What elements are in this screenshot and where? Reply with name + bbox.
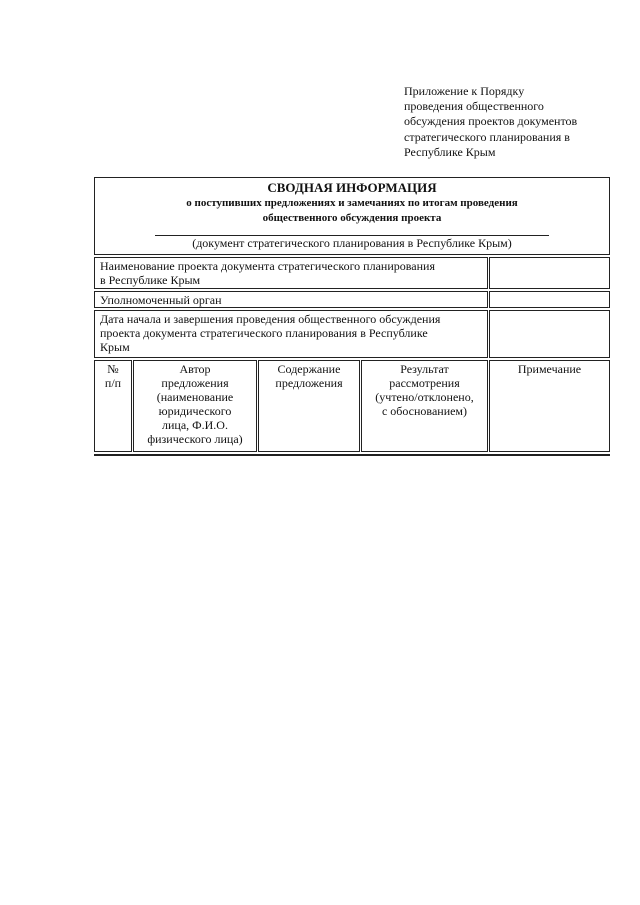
appendix-line: проведения общественного (404, 99, 544, 114)
column-header-result (361, 360, 488, 452)
form-subtitle-line: общественного обсуждения проекта (262, 212, 442, 224)
discussion-dates-value[interactable] (489, 310, 610, 358)
header-line: с обоснованием) (381, 404, 468, 418)
appendix-line: обсуждения проектов документов (404, 114, 578, 129)
label-line: Наименование проекта документа стратегического планирования (100, 259, 435, 273)
column-header-note (489, 360, 610, 452)
header-line: Автор (179, 362, 211, 376)
label-line: Дата начала и завершения проведения общественного обсуждения (100, 312, 441, 326)
header-line: предложения (275, 376, 343, 390)
header-line: лица, Ф.И.О. (162, 418, 228, 432)
authorized-body-value[interactable] (489, 291, 610, 308)
header-line: рассмотрения (389, 376, 460, 390)
header-line: Результат (400, 362, 449, 376)
table-bottom-border (94, 454, 610, 456)
label-line: в Республике Крым (100, 273, 201, 287)
column-header-author (133, 360, 257, 452)
header-line: физического лица) (147, 432, 243, 446)
column-header-number (94, 360, 132, 452)
header-line: (учтено/отклонено, (375, 390, 474, 404)
header-line: Содержание (277, 362, 341, 376)
header-line: № (107, 362, 119, 376)
header-line: предложения (161, 376, 229, 390)
discussion-dates-label (94, 310, 488, 358)
label-line: Уполномоченный орган (100, 293, 222, 307)
project-name-label (94, 257, 488, 289)
authorized-body-label (94, 291, 488, 308)
form-heading (94, 177, 610, 255)
project-name-value[interactable] (489, 257, 610, 289)
header-line: п/п (104, 376, 122, 390)
column-header-content (258, 360, 360, 452)
header-line: юридического (158, 404, 232, 418)
label-line: проекта документа стратегического планирования в Республике (100, 326, 428, 340)
document-caption: (документ стратегического планирования в Республике Крым) (192, 236, 512, 250)
appendix-line: стратегического планирования в (404, 129, 570, 144)
appendix-line: Республике Крым (404, 144, 496, 159)
header-line: (наименование (156, 390, 234, 404)
label-line: Крым (100, 340, 130, 354)
form-subtitle-line: о поступивших предложениях и замечаниях по итогам проведения (186, 197, 518, 209)
appendix-line: Приложение к Порядку (404, 84, 525, 98)
appendix-note (404, 84, 604, 160)
form-title: СВОДНАЯ ИНФОРМАЦИЯ (267, 180, 437, 195)
header-line: Примечание (517, 362, 582, 376)
form-subtitle (95, 196, 609, 226)
